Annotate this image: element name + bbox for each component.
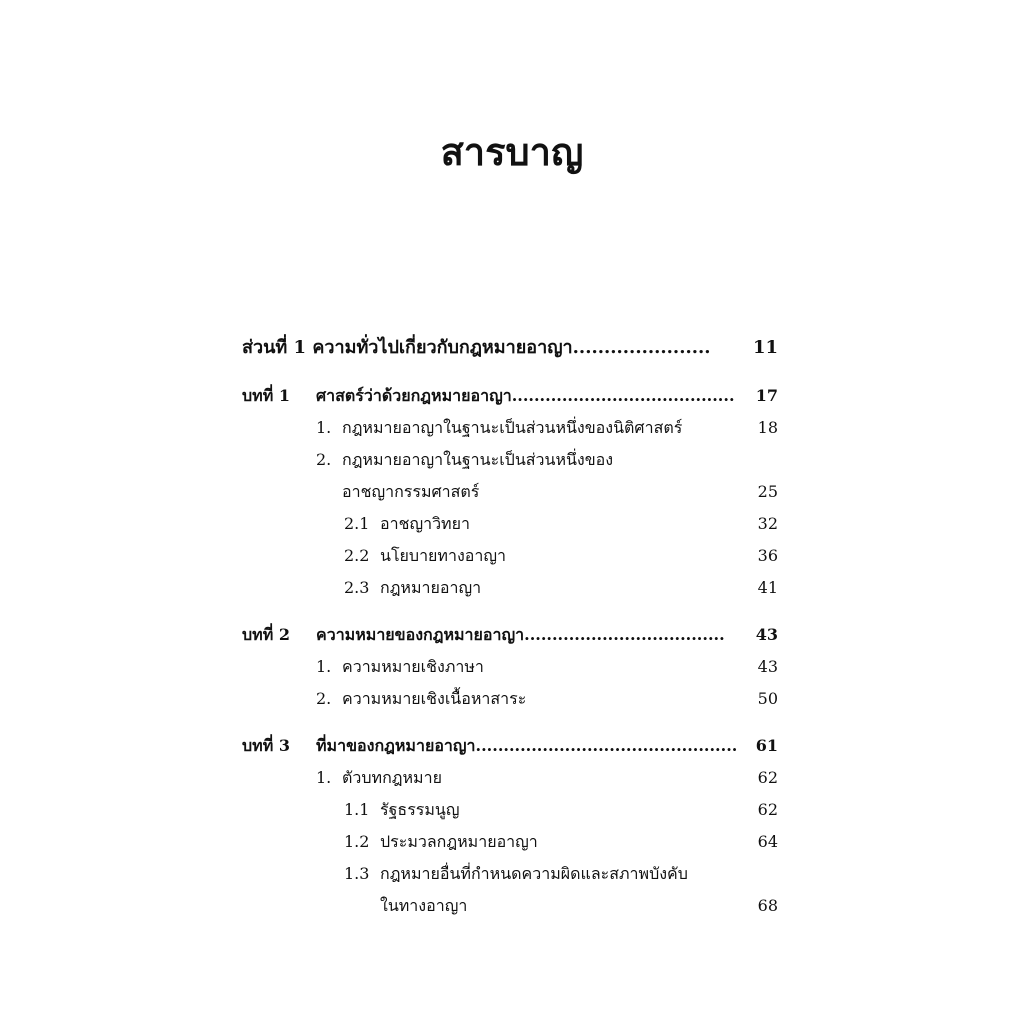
toc-item-continuation[interactable] [342,476,780,508]
toc-chapter-label: บทที่ 1 ศาสตร์ว่าด้วยกฎหมายอาญา........................................ [242,380,735,412]
toc-item[interactable] [316,651,780,683]
toc-subitem[interactable] [344,794,780,826]
toc-page-number: 68 [757,896,778,915]
toc-page-number: 64 [757,832,778,851]
toc-page-number: 32 [757,514,778,533]
toc-page-number: 50 [757,689,778,708]
toc-page-number: 17 [755,386,778,405]
toc-item-label: 2. ความหมายเชิงเนื้อหาสาระ [316,689,527,708]
toc-page-number: 36 [757,546,778,565]
toc-subitem[interactable] [344,540,780,572]
toc-item-label: 2. กฎหมายอาญาในฐานะเป็นส่วนหนึ่งของ [316,450,614,469]
toc-chapter-1[interactable] [242,380,780,412]
toc-item-label: ในทางอาญา [380,896,468,915]
toc-item-label: 1.1 รัฐธรรมนูญ [344,800,460,819]
toc-item-label: 2.3 กฎหมายอาญา [344,578,482,597]
toc-subitem-continuation[interactable] [380,890,780,922]
chapter-prefix: บทที่ 1 [242,386,290,405]
chapter-prefix: บทที่ 2 [242,625,290,644]
toc-item[interactable] [316,683,780,715]
toc-page-number: 41 [757,578,778,597]
toc-item-label: 1.3 กฎหมายอื่นที่กำหนดความผิดและสภาพบังคับ [344,864,688,883]
toc-item-label: 1.2 ประมวลกฎหมายอาญา [344,832,538,851]
toc-part-1[interactable] [242,332,780,364]
toc-page-number: 62 [757,768,778,787]
toc-page-number: 62 [757,800,778,819]
toc-item[interactable] [316,762,780,794]
toc-item-label: อาชญากรรมศาสตร์ [342,482,480,501]
toc-page-number: 43 [755,625,778,644]
toc-page-number: 61 [755,736,778,755]
toc-item[interactable] [316,444,780,476]
toc-item-label: 1. ตัวบทกฎหมาย [316,768,442,787]
toc-chapter-2[interactable] [242,619,780,651]
toc-subitem[interactable] [344,858,780,890]
toc-item-label: 1. ความหมายเชิงภาษา [316,657,484,676]
toc-subitem[interactable] [344,572,780,604]
toc-chapter-label: บทที่ 3 ที่มาของกฎหมายอาญา............................................... [242,730,737,762]
toc-chapter-3[interactable] [242,730,780,762]
page-title: สารบาญ [440,129,584,174]
toc-subitem[interactable] [344,826,780,858]
toc-item-label: 1. กฎหมายอาญาในฐานะเป็นส่วนหนึ่งของนิติศาสตร์ [316,418,683,437]
toc-item-label: 2.1 อาชญาวิทยา [344,514,470,533]
toc-page-number: 25 [757,482,778,501]
toc-page-number: 11 [752,337,778,358]
toc-page-number: 18 [757,418,778,437]
toc-page-number: 43 [757,657,778,676]
toc-part-label: ส่วนที่ 1 ความทั่วไปเกี่ยวกับกฎหมายอาญา...................... [242,337,711,358]
toc-item[interactable] [316,412,780,444]
chapter-prefix: บทที่ 3 [242,736,290,755]
toc-chapter-label: บทที่ 2 ความหมายของกฎหมายอาญา.................................... [242,619,725,651]
toc-subitem[interactable] [344,508,780,540]
toc-item-label: 2.2 นโยบายทางอาญา [344,546,506,565]
